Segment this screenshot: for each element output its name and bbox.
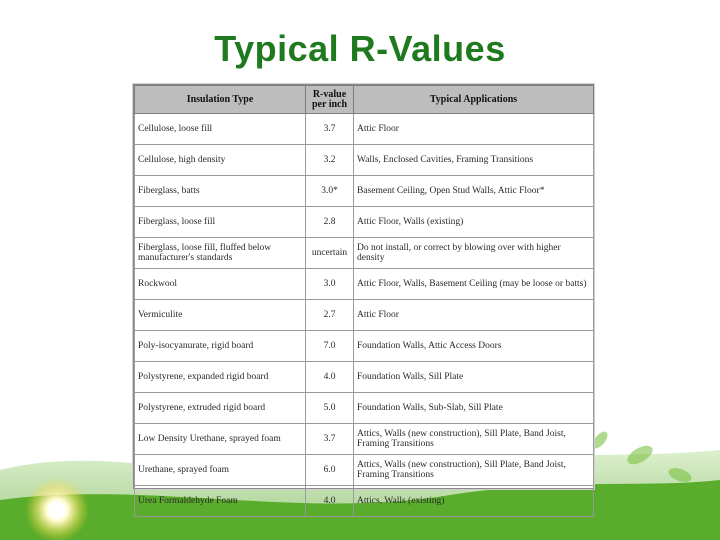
table-header-row: [135, 86, 594, 114]
cell-r-value: 4.0: [306, 362, 354, 393]
cell-type: Urea Formaldehyde Foam: [135, 486, 306, 517]
cell-applications: Attic Floor, Walls (existing): [354, 207, 594, 238]
cell-r-value: 3.0: [306, 269, 354, 300]
cell-applications: Attic Floor: [354, 114, 594, 145]
cell-r-value: 2.8: [306, 207, 354, 238]
cell-applications: Foundation Walls, Sub-Slab, Sill Plate: [354, 393, 594, 424]
cell-type: Vermiculite: [135, 300, 306, 331]
table-row: [135, 362, 594, 393]
table-row: [135, 424, 594, 455]
cell-r-value: 3.7: [306, 114, 354, 145]
cell-r-value: 7.0: [306, 331, 354, 362]
cell-r-value: 3.2: [306, 145, 354, 176]
cell-applications: Attic Floor: [354, 300, 594, 331]
table-row: [135, 455, 594, 486]
header-typical-applications: Typical Applications: [354, 86, 594, 114]
slide-title: Typical R-Values: [214, 28, 506, 69]
table-row: [135, 176, 594, 207]
table-row: [135, 238, 594, 269]
cell-type: Cellulose, high density: [135, 145, 306, 176]
cell-type: Poly-isocyanurate, rigid board: [135, 331, 306, 362]
cell-r-value: uncertain: [306, 238, 354, 269]
cell-applications: Attic Floor, Walls, Basement Ceiling (may be loose or batts): [354, 269, 594, 300]
cell-r-value: 6.0: [306, 455, 354, 486]
cell-applications: Attics, Walls (new construction), Sill Plate, Band Joist, Framing Transitions: [354, 455, 594, 486]
cell-type: Polystyrene, expanded rigid board: [135, 362, 306, 393]
header-r-value: R-value per inch: [306, 86, 354, 114]
cell-type: Urethane, sprayed foam: [135, 455, 306, 486]
cell-type: Fiberglass, loose fill: [135, 207, 306, 238]
cell-applications: Attics, Walls (existing): [354, 486, 594, 517]
table-row: [135, 269, 594, 300]
table-row: [135, 114, 594, 145]
cell-applications: Walls, Enclosed Cavities, Framing Transitions: [354, 145, 594, 176]
table-row: [135, 300, 594, 331]
header-insulation-type: Insulation Type: [135, 86, 306, 114]
cell-r-value: 5.0: [306, 393, 354, 424]
cell-applications: Do not install, or correct by blowing over with higher density: [354, 238, 594, 269]
table-row: [135, 486, 594, 517]
cell-type: Polystyrene, extruded rigid board: [135, 393, 306, 424]
cell-type: Cellulose, loose fill: [135, 114, 306, 145]
table-row: [135, 145, 594, 176]
table-row: [135, 331, 594, 362]
cell-type: Fiberglass, batts: [135, 176, 306, 207]
cell-r-value: 4.0: [306, 486, 354, 517]
cell-r-value: 2.7: [306, 300, 354, 331]
r-values-table: [133, 84, 594, 506]
cell-applications: Foundation Walls, Attic Access Doors: [354, 331, 594, 362]
table-row: [135, 393, 594, 424]
cell-applications: Basement Ceiling, Open Stud Walls, Attic Floor*: [354, 176, 594, 207]
cell-applications: Attics, Walls (new construction), Sill Plate, Band Joist, Framing Transitions: [354, 424, 594, 455]
cell-type: Fiberglass, loose fill, fluffed below manufacturer's standards: [135, 238, 306, 269]
cell-type: Low Density Urethane, sprayed foam: [135, 424, 306, 455]
cell-applications: Foundation Walls, Sill Plate: [354, 362, 594, 393]
cell-type: Rockwool: [135, 269, 306, 300]
cell-r-value: 3.7: [306, 424, 354, 455]
cell-r-value: 3.0*: [306, 176, 354, 207]
table-row: [135, 207, 594, 238]
